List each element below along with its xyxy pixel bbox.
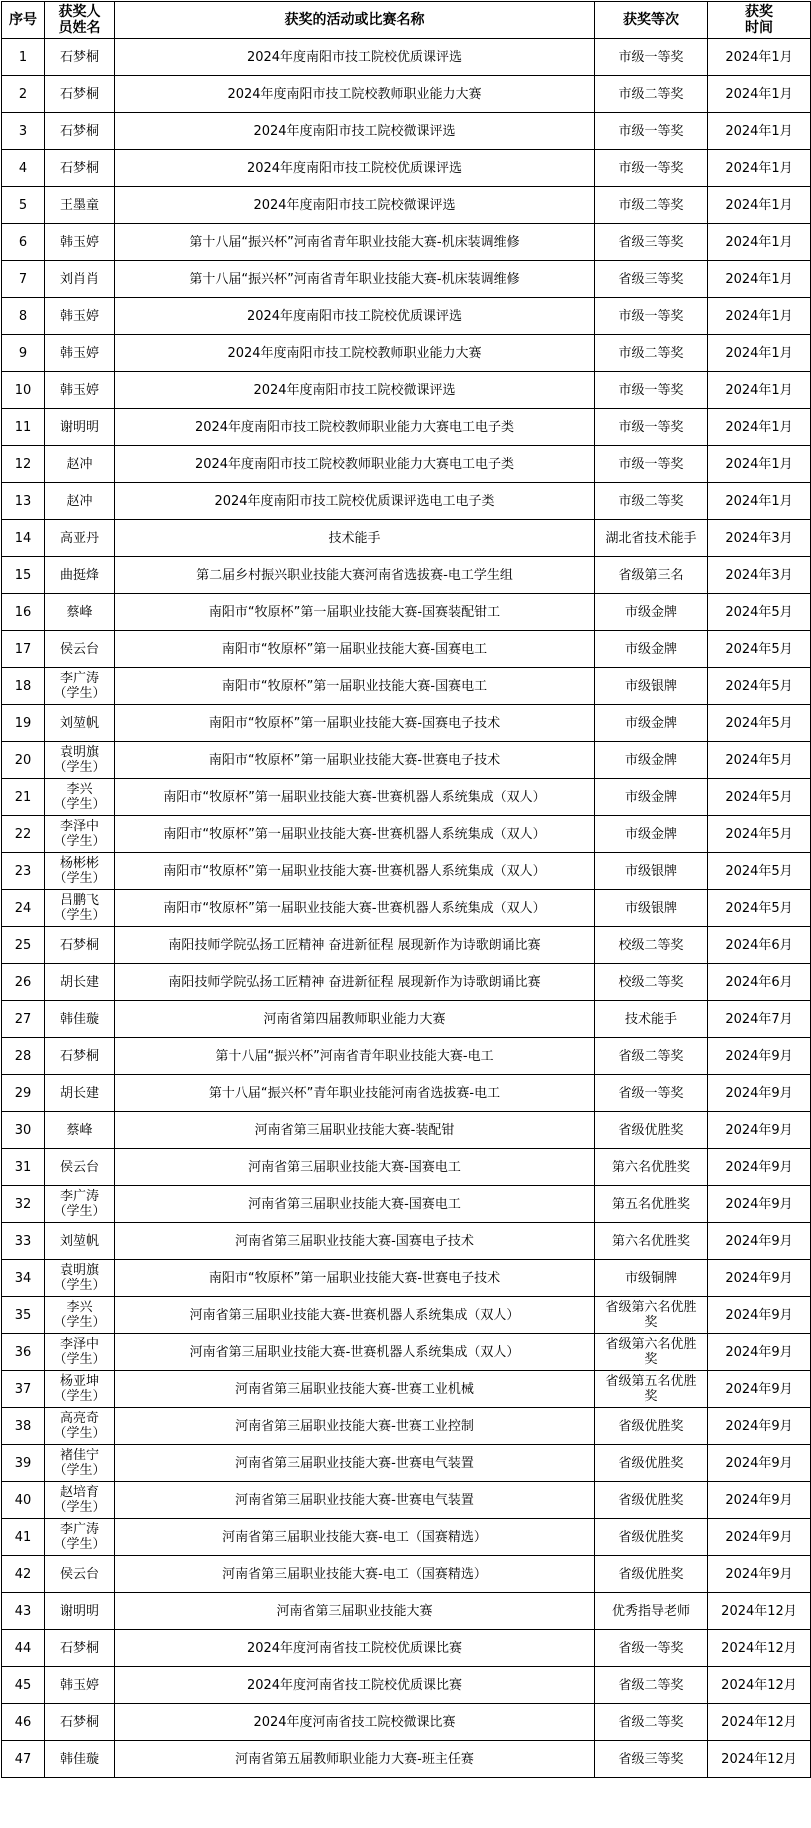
row-index: 43 — [2, 1593, 45, 1630]
table-row — [2, 1630, 811, 1667]
table-row — [2, 483, 811, 520]
row-index: 22 — [2, 816, 45, 853]
event-name: 2024年度南阳市技工院校教师职业能力大赛 — [115, 335, 595, 372]
awardee-name: 石梦桐 — [45, 1630, 115, 1667]
award-level: 省级第六名优胜 奖 — [595, 1334, 708, 1371]
table-row — [2, 1001, 811, 1038]
award-time: 2024年1月 — [708, 224, 811, 261]
row-index: 7 — [2, 261, 45, 298]
row-index: 36 — [2, 1334, 45, 1371]
row-index: 32 — [2, 1186, 45, 1223]
award-time: 2024年5月 — [708, 705, 811, 742]
award-level: 省级优胜奖 — [595, 1408, 708, 1445]
awardee-name: 赵培育 （学生） — [45, 1482, 115, 1519]
award-time: 2024年5月 — [708, 779, 811, 816]
award-level: 省级一等奖 — [595, 1630, 708, 1667]
event-name: 河南省第三届职业技能大赛-世赛电气装置 — [115, 1445, 595, 1482]
row-index: 26 — [2, 964, 45, 1001]
row-index: 3 — [2, 113, 45, 150]
table-row — [2, 594, 811, 631]
row-index: 41 — [2, 1519, 45, 1556]
event-name: 河南省第三届职业技能大赛-世赛工业机械 — [115, 1371, 595, 1408]
award-level: 市级金牌 — [595, 779, 708, 816]
event-name: 2024年度河南省技工院校微课比赛 — [115, 1704, 595, 1741]
awardee-name: 石梦桐 — [45, 1704, 115, 1741]
event-name: 南阳市“牧原杯”第一届职业技能大赛-国赛电子技术 — [115, 705, 595, 742]
header-row — [2, 2, 811, 39]
row-index: 17 — [2, 631, 45, 668]
row-index: 46 — [2, 1704, 45, 1741]
event-name: 河南省第三届职业技能大赛-电工（国赛精选） — [115, 1556, 595, 1593]
award-level: 第六名优胜奖 — [595, 1223, 708, 1260]
award-time: 2024年3月 — [708, 520, 811, 557]
row-index: 9 — [2, 335, 45, 372]
award-time: 2024年6月 — [708, 964, 811, 1001]
awardee-name: 蔡峰 — [45, 594, 115, 631]
awardee-name: 杨亚坤 （学生） — [45, 1371, 115, 1408]
award-level: 市级银牌 — [595, 853, 708, 890]
award-level: 校级二等奖 — [595, 964, 708, 1001]
table-row — [2, 261, 811, 298]
event-name: 河南省第三届职业技能大赛-世赛工业控制 — [115, 1408, 595, 1445]
award-level: 市级金牌 — [595, 631, 708, 668]
award-level: 省级二等奖 — [595, 1038, 708, 1075]
row-index: 40 — [2, 1482, 45, 1519]
event-name: 2024年度河南省技工院校优质课比赛 — [115, 1630, 595, 1667]
award-level: 省级三等奖 — [595, 224, 708, 261]
award-level: 省级第六名优胜 奖 — [595, 1297, 708, 1334]
awardee-name: 刘堃帆 — [45, 705, 115, 742]
award-time: 2024年9月 — [708, 1445, 811, 1482]
award-time: 2024年1月 — [708, 335, 811, 372]
row-index: 16 — [2, 594, 45, 631]
award-time: 2024年12月 — [708, 1704, 811, 1741]
awardee-name: 韩玉婷 — [45, 298, 115, 335]
row-index: 37 — [2, 1371, 45, 1408]
event-name: 2024年度南阳市技工院校教师职业能力大赛 — [115, 76, 595, 113]
table-row — [2, 150, 811, 187]
table-row — [2, 1482, 811, 1519]
table-row — [2, 816, 811, 853]
award-level: 省级三等奖 — [595, 1741, 708, 1778]
awardee-name: 李泽中 （学生） — [45, 1334, 115, 1371]
event-name: 南阳技师学院弘扬工匠精神 奋进新征程 展现新作为诗歌朗诵比赛 — [115, 964, 595, 1001]
award-level: 市级银牌 — [595, 668, 708, 705]
event-name: 河南省第三届职业技能大赛-世赛机器人系统集成（双人） — [115, 1334, 595, 1371]
header-index: 序号 — [2, 2, 45, 39]
award-level: 第六名优胜奖 — [595, 1149, 708, 1186]
table-row — [2, 1408, 811, 1445]
award-level: 市级一等奖 — [595, 409, 708, 446]
awardee-name: 王墨童 — [45, 187, 115, 224]
event-name: 河南省第三届职业技能大赛-世赛电气装置 — [115, 1482, 595, 1519]
award-level: 省级第三名 — [595, 557, 708, 594]
award-time: 2024年5月 — [708, 594, 811, 631]
award-level: 省级优胜奖 — [595, 1556, 708, 1593]
table-row — [2, 1667, 811, 1704]
awardee-name: 胡长建 — [45, 964, 115, 1001]
award-level: 市级一等奖 — [595, 39, 708, 76]
event-name: 南阳市“牧原杯”第一届职业技能大赛-世赛电子技术 — [115, 1260, 595, 1297]
awardee-name: 杨彬彬 （学生） — [45, 853, 115, 890]
row-index: 42 — [2, 1556, 45, 1593]
award-time: 2024年5月 — [708, 853, 811, 890]
award-level: 市级一等奖 — [595, 113, 708, 150]
table-row — [2, 372, 811, 409]
event-name: 2024年度南阳市技工院校优质课评选 — [115, 150, 595, 187]
award-time: 2024年1月 — [708, 113, 811, 150]
table-row — [2, 1075, 811, 1112]
awardee-name: 石梦桐 — [45, 76, 115, 113]
event-name: 2024年度南阳市技工院校优质课评选 — [115, 298, 595, 335]
row-index: 15 — [2, 557, 45, 594]
award-level: 优秀指导老师 — [595, 1593, 708, 1630]
award-time: 2024年9月 — [708, 1408, 811, 1445]
award-level: 市级金牌 — [595, 742, 708, 779]
award-level: 技术能手 — [595, 1001, 708, 1038]
awardee-name: 李泽中 （学生） — [45, 816, 115, 853]
event-name: 河南省第三届职业技能大赛-国赛电工 — [115, 1186, 595, 1223]
awardee-name: 吕鹏飞 （学生） — [45, 890, 115, 927]
table-row — [2, 927, 811, 964]
row-index: 31 — [2, 1149, 45, 1186]
table-row — [2, 76, 811, 113]
event-name: 2024年度南阳市技工院校教师职业能力大赛电工电子类 — [115, 446, 595, 483]
awardee-name: 石梦桐 — [45, 113, 115, 150]
table-row — [2, 224, 811, 261]
table-row — [2, 1704, 811, 1741]
awardee-name: 李兴 （学生） — [45, 1297, 115, 1334]
table-row — [2, 1260, 811, 1297]
table-row — [2, 187, 811, 224]
award-level: 市级二等奖 — [595, 335, 708, 372]
header-name: 获奖人 员姓名 — [45, 2, 115, 39]
table-row — [2, 1334, 811, 1371]
award-level: 湖北省技术能手 — [595, 520, 708, 557]
award-time: 2024年9月 — [708, 1556, 811, 1593]
event-name: 技术能手 — [115, 520, 595, 557]
award-table — [1, 1, 811, 1778]
awardee-name: 赵冲 — [45, 446, 115, 483]
award-time: 2024年1月 — [708, 446, 811, 483]
table-row — [2, 1112, 811, 1149]
award-time: 2024年1月 — [708, 483, 811, 520]
row-index: 38 — [2, 1408, 45, 1445]
awardee-name: 侯云台 — [45, 1556, 115, 1593]
row-index: 39 — [2, 1445, 45, 1482]
table-row — [2, 1519, 811, 1556]
event-name: 2024年度南阳市技工院校教师职业能力大赛电工电子类 — [115, 409, 595, 446]
award-time: 2024年12月 — [708, 1667, 811, 1704]
awardee-name: 袁明旗 （学生） — [45, 1260, 115, 1297]
event-name: 2024年度南阳市技工院校优质课评选电工电子类 — [115, 483, 595, 520]
awardee-name: 韩玉婷 — [45, 335, 115, 372]
award-level: 省级第五名优胜 奖 — [595, 1371, 708, 1408]
award-time: 2024年7月 — [708, 1001, 811, 1038]
award-level: 市级金牌 — [595, 594, 708, 631]
awardee-name: 李兴 （学生） — [45, 779, 115, 816]
table-row — [2, 779, 811, 816]
award-level: 市级一等奖 — [595, 298, 708, 335]
row-index: 10 — [2, 372, 45, 409]
award-time: 2024年9月 — [708, 1223, 811, 1260]
awardee-name: 刘堃帆 — [45, 1223, 115, 1260]
award-time: 2024年6月 — [708, 927, 811, 964]
event-name: 河南省第三届职业技能大赛-国赛电工 — [115, 1149, 595, 1186]
event-name: 南阳市“牧原杯”第一届职业技能大赛-世赛机器人系统集成（双人） — [115, 853, 595, 890]
table-row — [2, 742, 811, 779]
table-row — [2, 1186, 811, 1223]
event-name: 2024年度南阳市技工院校微课评选 — [115, 372, 595, 409]
awardee-name: 韩佳璇 — [45, 1001, 115, 1038]
row-index: 44 — [2, 1630, 45, 1667]
table-row — [2, 1445, 811, 1482]
row-index: 47 — [2, 1741, 45, 1778]
event-name: 河南省第三届职业技能大赛-电工（国赛精选） — [115, 1519, 595, 1556]
awardee-name: 曲挺烽 — [45, 557, 115, 594]
event-name: 河南省第四届教师职业能力大赛 — [115, 1001, 595, 1038]
event-name: 南阳市“牧原杯”第一届职业技能大赛-世赛机器人系统集成（双人） — [115, 779, 595, 816]
table-row — [2, 853, 811, 890]
award-level: 第五名优胜奖 — [595, 1186, 708, 1223]
award-level: 市级二等奖 — [595, 76, 708, 113]
row-index: 12 — [2, 446, 45, 483]
award-time: 2024年9月 — [708, 1186, 811, 1223]
event-name: 南阳市“牧原杯”第一届职业技能大赛-世赛电子技术 — [115, 742, 595, 779]
awardee-name: 韩玉婷 — [45, 1667, 115, 1704]
row-index: 23 — [2, 853, 45, 890]
table-row — [2, 964, 811, 1001]
awardee-name: 谢明明 — [45, 409, 115, 446]
row-index: 18 — [2, 668, 45, 705]
award-time: 2024年1月 — [708, 76, 811, 113]
award-time: 2024年1月 — [708, 409, 811, 446]
award-table-body — [2, 39, 811, 1778]
event-name: 2024年度南阳市技工院校优质课评选 — [115, 39, 595, 76]
table-row — [2, 409, 811, 446]
award-level: 省级优胜奖 — [595, 1519, 708, 1556]
award-level: 市级金牌 — [595, 705, 708, 742]
event-name: 第十八届“振兴杯”河南省青年职业技能大赛-机床装调维修 — [115, 224, 595, 261]
award-time: 2024年9月 — [708, 1075, 811, 1112]
row-index: 1 — [2, 39, 45, 76]
table-row — [2, 113, 811, 150]
award-time: 2024年12月 — [708, 1630, 811, 1667]
table-row — [2, 668, 811, 705]
award-time: 2024年1月 — [708, 187, 811, 224]
table-row — [2, 1593, 811, 1630]
event-name: 河南省第三届职业技能大赛-国赛电子技术 — [115, 1223, 595, 1260]
awardee-name: 高亮奇 （学生） — [45, 1408, 115, 1445]
award-level: 市级一等奖 — [595, 372, 708, 409]
table-row — [2, 1741, 811, 1778]
awardee-name: 李广涛 （学生） — [45, 1186, 115, 1223]
award-level: 市级一等奖 — [595, 150, 708, 187]
event-name: 南阳市“牧原杯”第一届职业技能大赛-世赛机器人系统集成（双人） — [115, 890, 595, 927]
row-index: 29 — [2, 1075, 45, 1112]
award-time: 2024年9月 — [708, 1519, 811, 1556]
event-name: 第二届乡村振兴职业技能大赛河南省选拔赛-电工学生组 — [115, 557, 595, 594]
awardee-name: 侯云台 — [45, 1149, 115, 1186]
award-level: 市级一等奖 — [595, 446, 708, 483]
row-index: 6 — [2, 224, 45, 261]
table-row — [2, 705, 811, 742]
row-index: 2 — [2, 76, 45, 113]
award-time: 2024年12月 — [708, 1741, 811, 1778]
row-index: 45 — [2, 1667, 45, 1704]
event-name: 第十八届“振兴杯”青年职业技能河南省选拔赛-电工 — [115, 1075, 595, 1112]
awardee-name: 韩玉婷 — [45, 372, 115, 409]
table-row — [2, 1149, 811, 1186]
award-time: 2024年1月 — [708, 39, 811, 76]
award-level: 校级二等奖 — [595, 927, 708, 964]
awardee-name: 刘肖肖 — [45, 261, 115, 298]
row-index: 33 — [2, 1223, 45, 1260]
award-level: 省级二等奖 — [595, 1667, 708, 1704]
event-name: 河南省第三届职业技能大赛-装配钳 — [115, 1112, 595, 1149]
event-name: 河南省第三届职业技能大赛-世赛机器人系统集成（双人） — [115, 1297, 595, 1334]
award-time: 2024年5月 — [708, 890, 811, 927]
award-time: 2024年1月 — [708, 372, 811, 409]
table-row — [2, 890, 811, 927]
award-time: 2024年5月 — [708, 668, 811, 705]
award-level: 市级铜牌 — [595, 1260, 708, 1297]
row-index: 4 — [2, 150, 45, 187]
award-time: 2024年1月 — [708, 150, 811, 187]
award-time: 2024年9月 — [708, 1038, 811, 1075]
table-row — [2, 335, 811, 372]
table-row — [2, 631, 811, 668]
event-name: 2024年度南阳市技工院校微课评选 — [115, 187, 595, 224]
header-event: 获奖的活动或比赛名称 — [115, 2, 595, 39]
awardee-name: 高亚丹 — [45, 520, 115, 557]
award-level: 省级三等奖 — [595, 261, 708, 298]
award-time: 2024年5月 — [708, 631, 811, 668]
award-time: 2024年9月 — [708, 1260, 811, 1297]
award-time: 2024年9月 — [708, 1482, 811, 1519]
row-index: 34 — [2, 1260, 45, 1297]
awardee-name: 石梦桐 — [45, 150, 115, 187]
header-time: 获奖 时间 — [708, 2, 811, 39]
award-time: 2024年9月 — [708, 1371, 811, 1408]
awardee-name: 褚佳宁 （学生） — [45, 1445, 115, 1482]
awardee-name: 石梦桐 — [45, 927, 115, 964]
award-level: 省级二等奖 — [595, 1704, 708, 1741]
award-level: 省级优胜奖 — [595, 1445, 708, 1482]
row-index: 5 — [2, 187, 45, 224]
table-row — [2, 1223, 811, 1260]
award-time: 2024年9月 — [708, 1112, 811, 1149]
awardee-name: 韩玉婷 — [45, 224, 115, 261]
event-name: 2024年度河南省技工院校优质课比赛 — [115, 1667, 595, 1704]
row-index: 21 — [2, 779, 45, 816]
row-index: 24 — [2, 890, 45, 927]
row-index: 14 — [2, 520, 45, 557]
event-name: 南阳市“牧原杯”第一届职业技能大赛-国赛装配钳工 — [115, 594, 595, 631]
award-time: 2024年9月 — [708, 1297, 811, 1334]
event-name: 南阳市“牧原杯”第一届职业技能大赛-国赛电工 — [115, 631, 595, 668]
awardee-name: 李广涛 （学生） — [45, 1519, 115, 1556]
award-level: 市级银牌 — [595, 890, 708, 927]
awardee-name: 谢明明 — [45, 1593, 115, 1630]
awardee-name: 袁明旗 （学生） — [45, 742, 115, 779]
row-index: 11 — [2, 409, 45, 446]
award-level: 市级二等奖 — [595, 483, 708, 520]
table-row — [2, 1297, 811, 1334]
awardee-name: 石梦桐 — [45, 39, 115, 76]
event-name: 第十八届“振兴杯”河南省青年职业技能大赛-电工 — [115, 1038, 595, 1075]
header-level: 获奖等次 — [595, 2, 708, 39]
award-time: 2024年5月 — [708, 816, 811, 853]
table-row — [2, 446, 811, 483]
event-name: 河南省第三届职业技能大赛 — [115, 1593, 595, 1630]
award-time: 2024年1月 — [708, 261, 811, 298]
table-row — [2, 298, 811, 335]
row-index: 35 — [2, 1297, 45, 1334]
table-row — [2, 520, 811, 557]
award-level: 省级优胜奖 — [595, 1482, 708, 1519]
awardee-name: 蔡峰 — [45, 1112, 115, 1149]
award-level: 省级优胜奖 — [595, 1112, 708, 1149]
table-row — [2, 1556, 811, 1593]
row-index: 19 — [2, 705, 45, 742]
awardee-name: 赵冲 — [45, 483, 115, 520]
table-row — [2, 1371, 811, 1408]
row-index: 20 — [2, 742, 45, 779]
table-row — [2, 39, 811, 76]
event-name: 南阳市“牧原杯”第一届职业技能大赛-国赛电工 — [115, 668, 595, 705]
row-index: 30 — [2, 1112, 45, 1149]
awardee-name: 侯云台 — [45, 631, 115, 668]
award-level: 市级二等奖 — [595, 187, 708, 224]
row-index: 28 — [2, 1038, 45, 1075]
row-index: 8 — [2, 298, 45, 335]
award-time: 2024年9月 — [708, 1334, 811, 1371]
awardee-name: 石梦桐 — [45, 1038, 115, 1075]
event-name: 第十八届“振兴杯”河南省青年职业技能大赛-机床装调维修 — [115, 261, 595, 298]
awardee-name: 李广涛 （学生） — [45, 668, 115, 705]
awardee-name: 韩佳璇 — [45, 1741, 115, 1778]
event-name: 2024年度南阳市技工院校微课评选 — [115, 113, 595, 150]
award-time: 2024年3月 — [708, 557, 811, 594]
event-name: 河南省第五届教师职业能力大赛-班主任赛 — [115, 1741, 595, 1778]
row-index: 27 — [2, 1001, 45, 1038]
table-row — [2, 1038, 811, 1075]
award-time: 2024年1月 — [708, 298, 811, 335]
row-index: 13 — [2, 483, 45, 520]
awardee-name: 胡长建 — [45, 1075, 115, 1112]
event-name: 南阳技师学院弘扬工匠精神 奋进新征程 展现新作为诗歌朗诵比赛 — [115, 927, 595, 964]
table-row — [2, 557, 811, 594]
award-time: 2024年5月 — [708, 742, 811, 779]
award-time: 2024年9月 — [708, 1149, 811, 1186]
award-level: 省级一等奖 — [595, 1075, 708, 1112]
award-level: 市级金牌 — [595, 816, 708, 853]
row-index: 25 — [2, 927, 45, 964]
event-name: 南阳市“牧原杯”第一届职业技能大赛-世赛机器人系统集成（双人） — [115, 816, 595, 853]
award-time: 2024年12月 — [708, 1593, 811, 1630]
